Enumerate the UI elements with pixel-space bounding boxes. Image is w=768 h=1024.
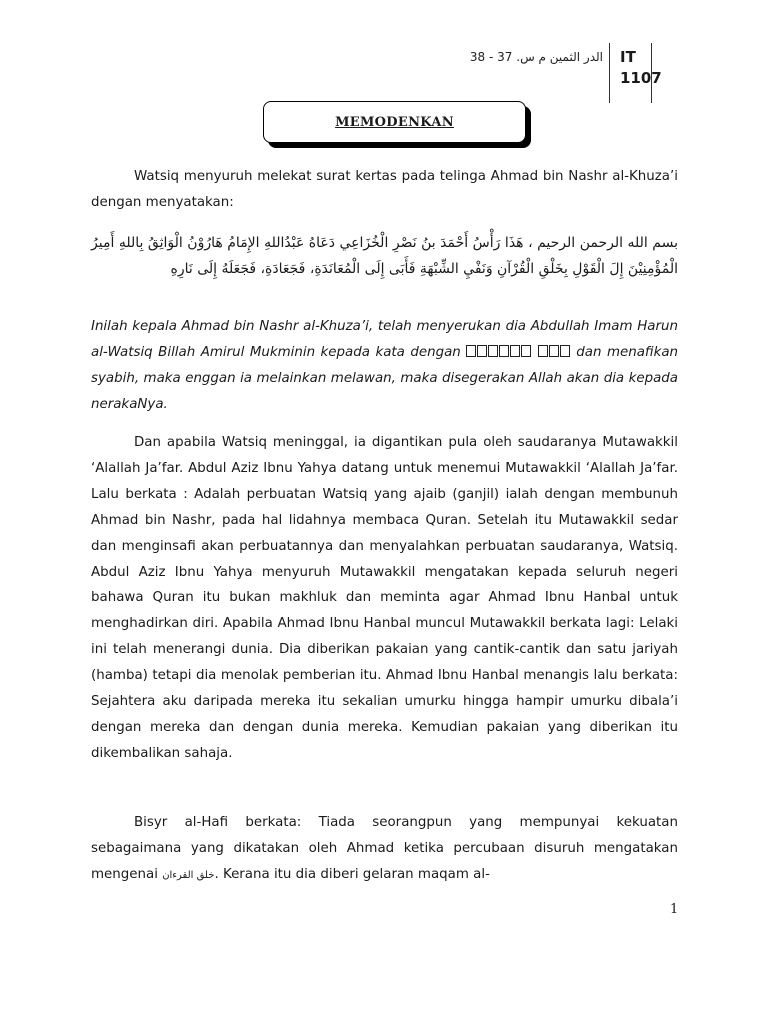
paragraph-4-arabic-term: خلق القرءان xyxy=(162,869,215,881)
page-number: 1 xyxy=(670,902,679,917)
course-code-line1: IT xyxy=(620,48,636,66)
paragraph-3: Dan apabila Watsiq meninggal, ia digantikan pula oleh saudaranya Mutawakkil ‘Alallah Ja’far. Abdul Aziz Ibnu Yahya datang untuk menemui Mutawakkil ‘Alallah Ja’far. Lalu berkata : Adalah perbuatan Watsiq yang ajaib (ganjil) ialah dengan membunuh Ahmad bin Nashr, pada hal lidahnya membaca Quran. Setelah itu Mutawakkil sedar dan menginsafi akan perbuatannya dan menyalahkan perbuatan saudaranya, Watsiq. Abdul Aziz Ibnu Yahya menyuruh Mutawakkil mengatakan kepada seluruh negeri bahawa Quran itu bukan makhluk dan meminta agar Ahmad Ibnu Hanbal untuk menghadirkan diri. Apabila Ahmad Ibnu Hanbal muncul Mutawakkil berkata lagi: Lelaki ini telah menerangi dunia. Dia diberikan pakaian yang cantik-cantik dan satu jariyah (hamba) tetapi dia menolak pemberian itu. Ahmad Ibnu Hanbal menangis lalu berkata: Sejahtera aku daripada mereka itu sekalian umurku hingga hampir umurku dibala’i dengan mereka dan dengan dunia mereka. Kemudian pakaian yang diberikan itu dikembalikan sahaja. xyxy=(91,435,678,761)
course-code-line2: 1107 xyxy=(620,69,662,87)
page-title: MEMODENKAN xyxy=(335,114,454,130)
paragraph-4-text-after: . Kerana itu dia diberi gelaran maqam al- xyxy=(214,866,490,882)
missing-glyphs xyxy=(466,345,571,360)
paragraph-4-text-before: Bisyr al-Hafi berkata: Tiada seorangpun yang mempunyai kekuatan sebagaimana yang dikatakan oleh Ahmad ketika percubaan disuruh mengatakan mengenai xyxy=(91,815,678,882)
paragraph-2-text-after: dan menafikan syabih, maka enggan ia melainkan melawan, maka disegerakan Allah akan dia kepada nerakaNya. xyxy=(91,344,679,412)
paragraph-2-text-before: Inilah kepala Ahmad bin Nashr al-Khuza’i, telah menyerukan dia Abdullah Imam Harun al-Watsiq Billah Amirul Mukminin kepada kata dengan xyxy=(91,319,678,360)
title-box xyxy=(263,101,526,143)
header-reference: الدر الثمين م س. 37 - 38 xyxy=(469,50,603,64)
paragraph-2-translation xyxy=(91,314,678,418)
header-divider xyxy=(609,43,610,103)
course-code xyxy=(620,47,662,89)
paragraph-1: Watsiq menyuruh melekat surat kertas pada telinga Ahmad bin Nashr al-Khuza’i dengan menyatakan: xyxy=(91,169,678,210)
paragraph-4 xyxy=(91,810,678,889)
arabic-quote: بسم الله الرحمن الرحيم ، هَذَا رَأْسُ أَحْمَدَ بنُ نَصْرِ الْخُزَاعِي دَعَاهُ عَبْدُاللهِ الإِمَامُ هَارُوْنُ الْوَاثِقُ بِاللهِ أَمِيرُ الْمُؤْمِنِيْنَ إِلَ الْقَوْلِ بِخَلْقِ الْقُرْآنِ وَنَفْيِ الشِّبْهَةِ فَأَبَى إِلَى الْمُعَانَدَةِ، فَجَعَادَةِ، فَجَعَلَهُ إِلَى نَارِهِ xyxy=(91,235,678,277)
